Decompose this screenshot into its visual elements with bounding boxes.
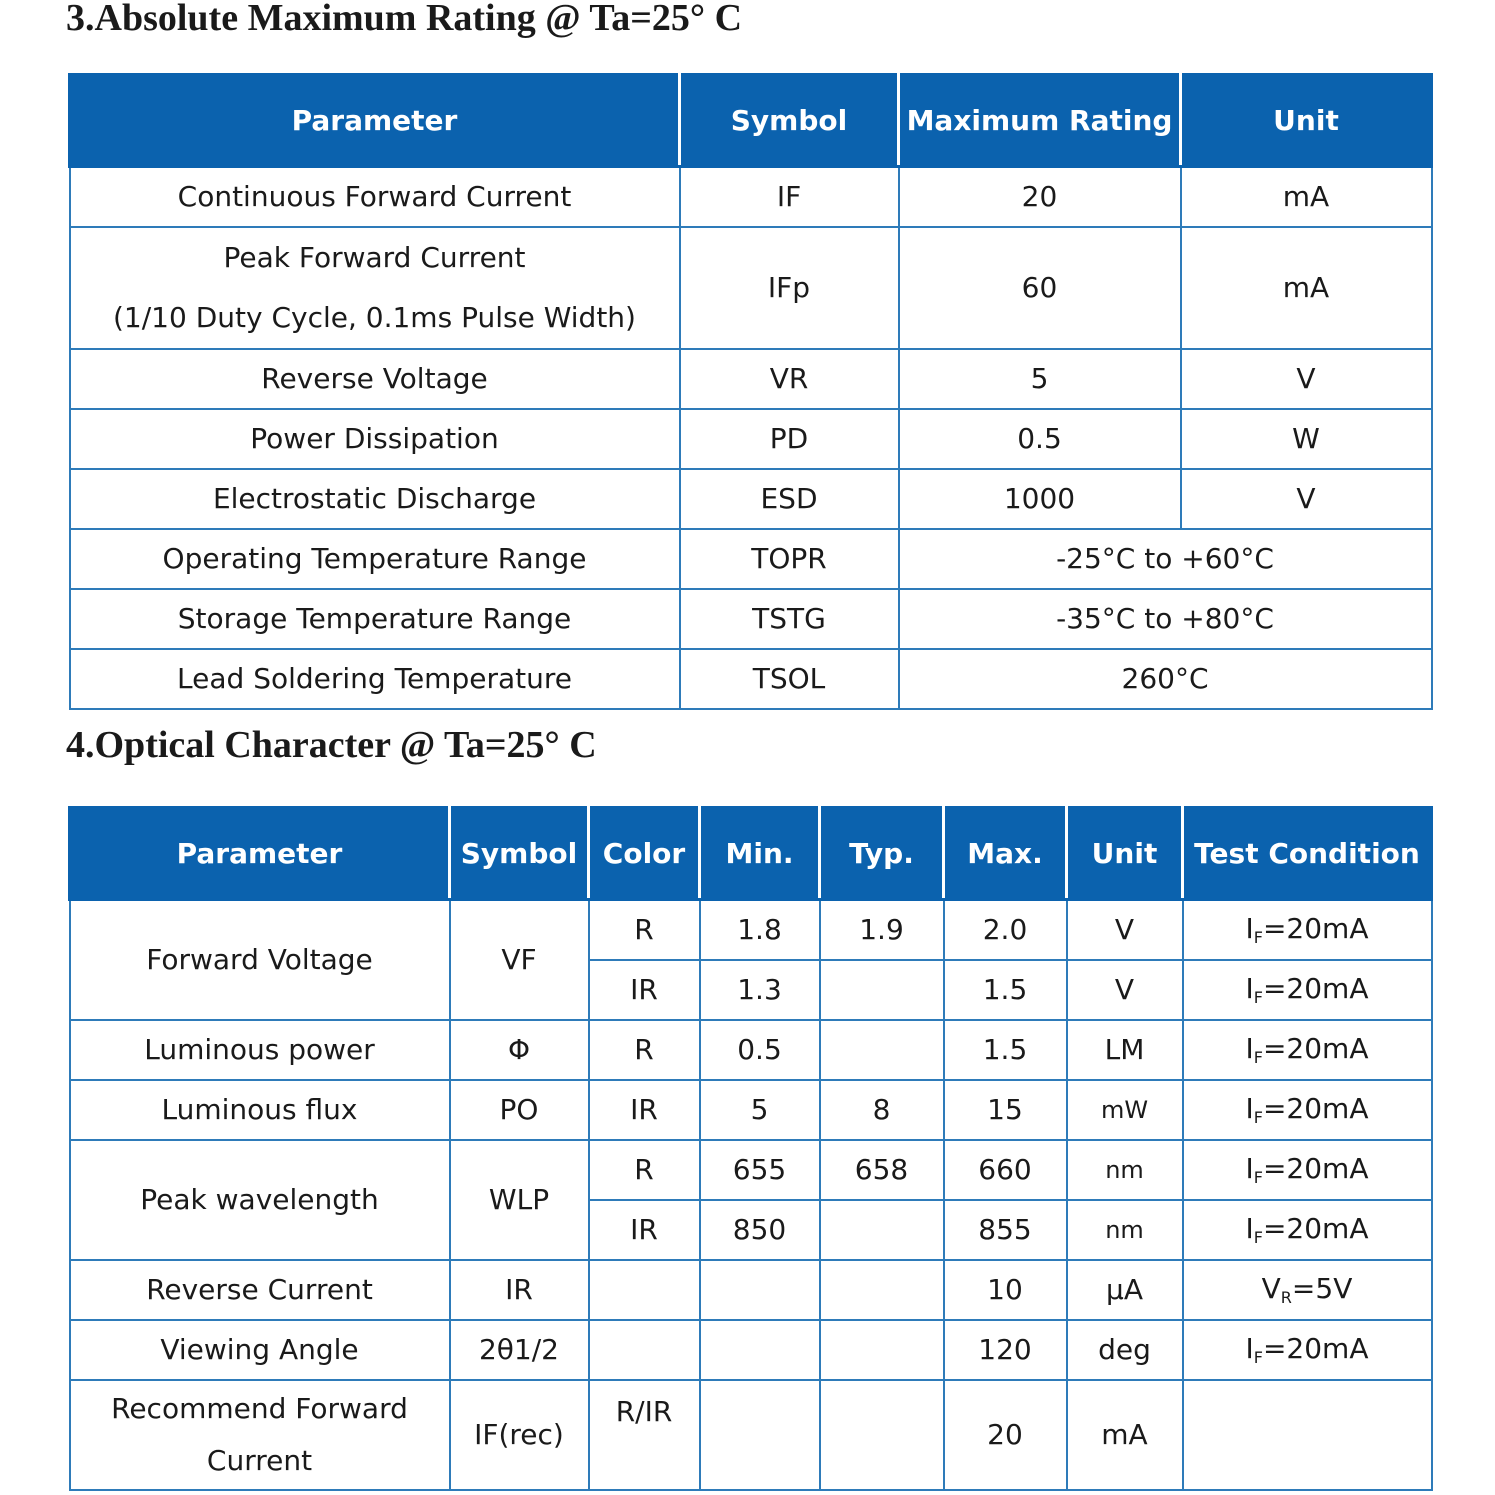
cell-unit: mW <box>1067 1080 1183 1140</box>
header-parameter: Parameter <box>70 808 450 900</box>
cell-max: 660 <box>944 1140 1067 1200</box>
absolute-max-rating-table <box>68 73 1433 710</box>
cell-unit: mA <box>1067 1380 1183 1490</box>
header-unit: Unit <box>1181 75 1432 167</box>
cell-symbol: IF(rec) <box>450 1380 589 1490</box>
cell-min: 5 <box>700 1080 820 1140</box>
cell-symbol: IR <box>450 1260 589 1320</box>
table-row <box>70 349 1432 409</box>
table-row <box>70 1080 1432 1140</box>
header-max: Max. <box>944 808 1067 900</box>
cond-symbol: I <box>1245 1152 1254 1185</box>
cell-max: 10 <box>944 1260 1067 1320</box>
cell-min <box>700 1380 820 1490</box>
cell-test-condition <box>1183 1260 1432 1320</box>
cell-unit: V <box>1067 960 1183 1020</box>
cond-symbol: I <box>1245 1332 1254 1365</box>
cell-rating: 60 <box>899 227 1181 349</box>
cell-unit: LM <box>1067 1020 1183 1080</box>
cell-symbol: IFp <box>680 227 899 349</box>
cell-typ: 658 <box>820 1140 944 1200</box>
cell-color: R/IR <box>589 1380 700 1490</box>
cell-color: R <box>589 1140 700 1200</box>
header-maximum-rating: Maximum Rating <box>899 75 1181 167</box>
cell-max: 15 <box>944 1080 1067 1140</box>
cell-parameter: Lead Soldering Temperature <box>70 649 680 709</box>
cell-typ <box>820 960 944 1020</box>
cell-typ: 8 <box>820 1080 944 1140</box>
cond-symbol: I <box>1245 912 1254 946</box>
cell-unit: W <box>1181 409 1432 469</box>
cell-parameter: Forward Voltage <box>70 900 450 1020</box>
cond-subscript: F <box>1253 1048 1263 1067</box>
cell-unit: V <box>1181 349 1432 409</box>
cell-parameter: Peak wavelength <box>70 1140 450 1260</box>
cell-min <box>700 1260 820 1320</box>
cell-symbol: PD <box>680 409 899 469</box>
cell-max: 20 <box>944 1380 1067 1490</box>
cell-min: 655 <box>700 1140 820 1200</box>
cell-parameter: Reverse Voltage <box>70 349 680 409</box>
cell-min: 0.5 <box>700 1020 820 1080</box>
cell-rating: 260°C <box>899 649 1432 709</box>
header-min: Min. <box>700 808 820 900</box>
cell-max: 2.0 <box>944 900 1067 960</box>
table-row <box>70 227 1432 349</box>
cond-value: =5V <box>1291 1272 1353 1305</box>
cell-parameter: Electrostatic Discharge <box>70 469 680 529</box>
cell-color: IR <box>589 1200 700 1260</box>
cell-rating: 0.5 <box>899 409 1181 469</box>
cell-parameter: Luminous power <box>70 1020 450 1080</box>
optical-character-table <box>68 806 1433 1491</box>
cond-value: =20mA <box>1262 912 1369 946</box>
cell-max: 855 <box>944 1200 1067 1260</box>
table-header-row <box>70 808 1432 900</box>
cond-symbol: I <box>1245 1212 1254 1245</box>
cell-rating: -25°C to +60°C <box>899 529 1432 589</box>
cond-value: =20mA <box>1262 972 1369 1005</box>
cond-value: =20mA <box>1262 1332 1369 1365</box>
cond-symbol: I <box>1245 1092 1254 1125</box>
cell-symbol: WLP <box>450 1140 589 1260</box>
table-row <box>70 1020 1432 1080</box>
cond-symbol: I <box>1245 972 1254 1005</box>
cell-test-condition <box>1183 960 1432 1020</box>
cell-parameter: Viewing Angle <box>70 1320 450 1380</box>
cell-parameter <box>70 227 680 349</box>
header-symbol: Symbol <box>680 75 899 167</box>
cond-value: =20mA <box>1262 1152 1369 1185</box>
cell-rating: 1000 <box>899 469 1181 529</box>
table-row <box>70 1260 1432 1320</box>
cell-parameter: Luminous flux <box>70 1080 450 1140</box>
cell-min: 1.8 <box>700 900 820 960</box>
cell-typ <box>820 1260 944 1320</box>
cell-color: IR <box>589 1080 700 1140</box>
cell-symbol: PO <box>450 1080 589 1140</box>
cell-test-condition <box>1183 1380 1432 1490</box>
cell-rating: 20 <box>899 167 1181 227</box>
cond-subscript: F <box>1253 1228 1263 1247</box>
parameter-line: Current <box>206 1443 313 1477</box>
cell-max: 1.5 <box>944 1020 1067 1080</box>
cell-parameter: Power Dissipation <box>70 409 680 469</box>
cell-test-condition <box>1183 900 1432 960</box>
table-header-row <box>70 75 1432 167</box>
table-row <box>70 167 1432 227</box>
cell-symbol: IF <box>680 167 899 227</box>
cell-unit: deg <box>1067 1320 1183 1380</box>
cell-parameter: Storage Temperature Range <box>70 589 680 649</box>
table-row <box>70 1140 1432 1200</box>
header-parameter: Parameter <box>70 75 680 167</box>
header-symbol: Symbol <box>450 808 589 900</box>
cell-max: 1.5 <box>944 960 1067 1020</box>
header-color: Color <box>589 808 700 900</box>
table-row <box>70 900 1432 960</box>
cell-min: 850 <box>700 1200 820 1260</box>
cell-symbol: TSTG <box>680 589 899 649</box>
cell-rating: -35°C to +80°C <box>899 589 1432 649</box>
cond-subscript: F <box>1253 988 1263 1007</box>
cond-symbol: V <box>1261 1272 1281 1305</box>
table-row <box>70 469 1432 529</box>
cell-typ <box>820 1320 944 1380</box>
cond-symbol: I <box>1245 1032 1254 1065</box>
cell-symbol: Φ <box>450 1020 589 1080</box>
cell-symbol: ESD <box>680 469 899 529</box>
cell-test-condition <box>1183 1020 1432 1080</box>
cond-subscript: F <box>1253 1108 1263 1127</box>
cell-color: R <box>589 900 700 960</box>
table-row <box>70 589 1432 649</box>
parameter-line: Peak Forward Current <box>223 240 526 274</box>
cell-max: 120 <box>944 1320 1067 1380</box>
cell-unit: nm <box>1067 1200 1183 1260</box>
cond-subscript: F <box>1253 928 1263 948</box>
cell-symbol: TSOL <box>680 649 899 709</box>
cell-color <box>589 1320 700 1380</box>
cond-subscript: R <box>1280 1288 1292 1307</box>
cond-value: =20mA <box>1262 1092 1369 1125</box>
cell-unit: V <box>1067 900 1183 960</box>
cell-min: 1.3 <box>700 960 820 1020</box>
cell-symbol: VR <box>680 349 899 409</box>
cell-parameter: Operating Temperature Range <box>70 529 680 589</box>
table-row <box>70 409 1432 469</box>
header-unit: Unit <box>1067 808 1183 900</box>
cell-unit: μA <box>1067 1260 1183 1320</box>
table-row <box>70 649 1432 709</box>
cond-value: =20mA <box>1262 1032 1369 1065</box>
section3-title: 3.Absolute Maximum Rating @ Ta=25° C <box>66 0 743 39</box>
cell-typ: 1.9 <box>820 900 944 960</box>
cell-unit: mA <box>1181 227 1432 349</box>
cell-typ <box>820 1380 944 1490</box>
cell-test-condition <box>1183 1200 1432 1260</box>
cell-test-condition <box>1183 1140 1432 1200</box>
cell-test-condition <box>1183 1080 1432 1140</box>
cell-unit: mA <box>1181 167 1432 227</box>
parameter-line: Recommend Forward <box>111 1391 408 1425</box>
cell-unit: V <box>1181 469 1432 529</box>
cell-parameter: Reverse Current <box>70 1260 450 1320</box>
cell-symbol: VF <box>450 900 589 1020</box>
cell-color: IR <box>589 960 700 1020</box>
cell-unit: nm <box>1067 1140 1183 1200</box>
cell-symbol: 2θ1/2 <box>450 1320 589 1380</box>
cell-symbol: TOPR <box>680 529 899 589</box>
table-row <box>70 529 1432 589</box>
parameter-line: (1/10 Duty Cycle, 0.1ms Pulse Width) <box>113 300 636 334</box>
header-test-condition: Test Condition <box>1183 808 1432 900</box>
cell-min <box>700 1320 820 1380</box>
cond-value: =20mA <box>1262 1212 1369 1245</box>
cell-typ <box>820 1200 944 1260</box>
cell-color <box>589 1260 700 1320</box>
cond-subscript: F <box>1253 1348 1263 1367</box>
cell-typ <box>820 1020 944 1080</box>
table-row <box>70 1380 1432 1490</box>
cell-rating: 5 <box>899 349 1181 409</box>
cell-parameter <box>70 1380 450 1490</box>
header-typ: Typ. <box>820 808 944 900</box>
section4-title: 4.Optical Character @ Ta=25° C <box>66 724 597 766</box>
cell-test-condition <box>1183 1320 1432 1380</box>
table-row <box>70 1320 1432 1380</box>
cond-subscript: F <box>1253 1168 1263 1187</box>
cell-parameter: Continuous Forward Current <box>70 167 680 227</box>
cell-color: R <box>589 1020 700 1080</box>
